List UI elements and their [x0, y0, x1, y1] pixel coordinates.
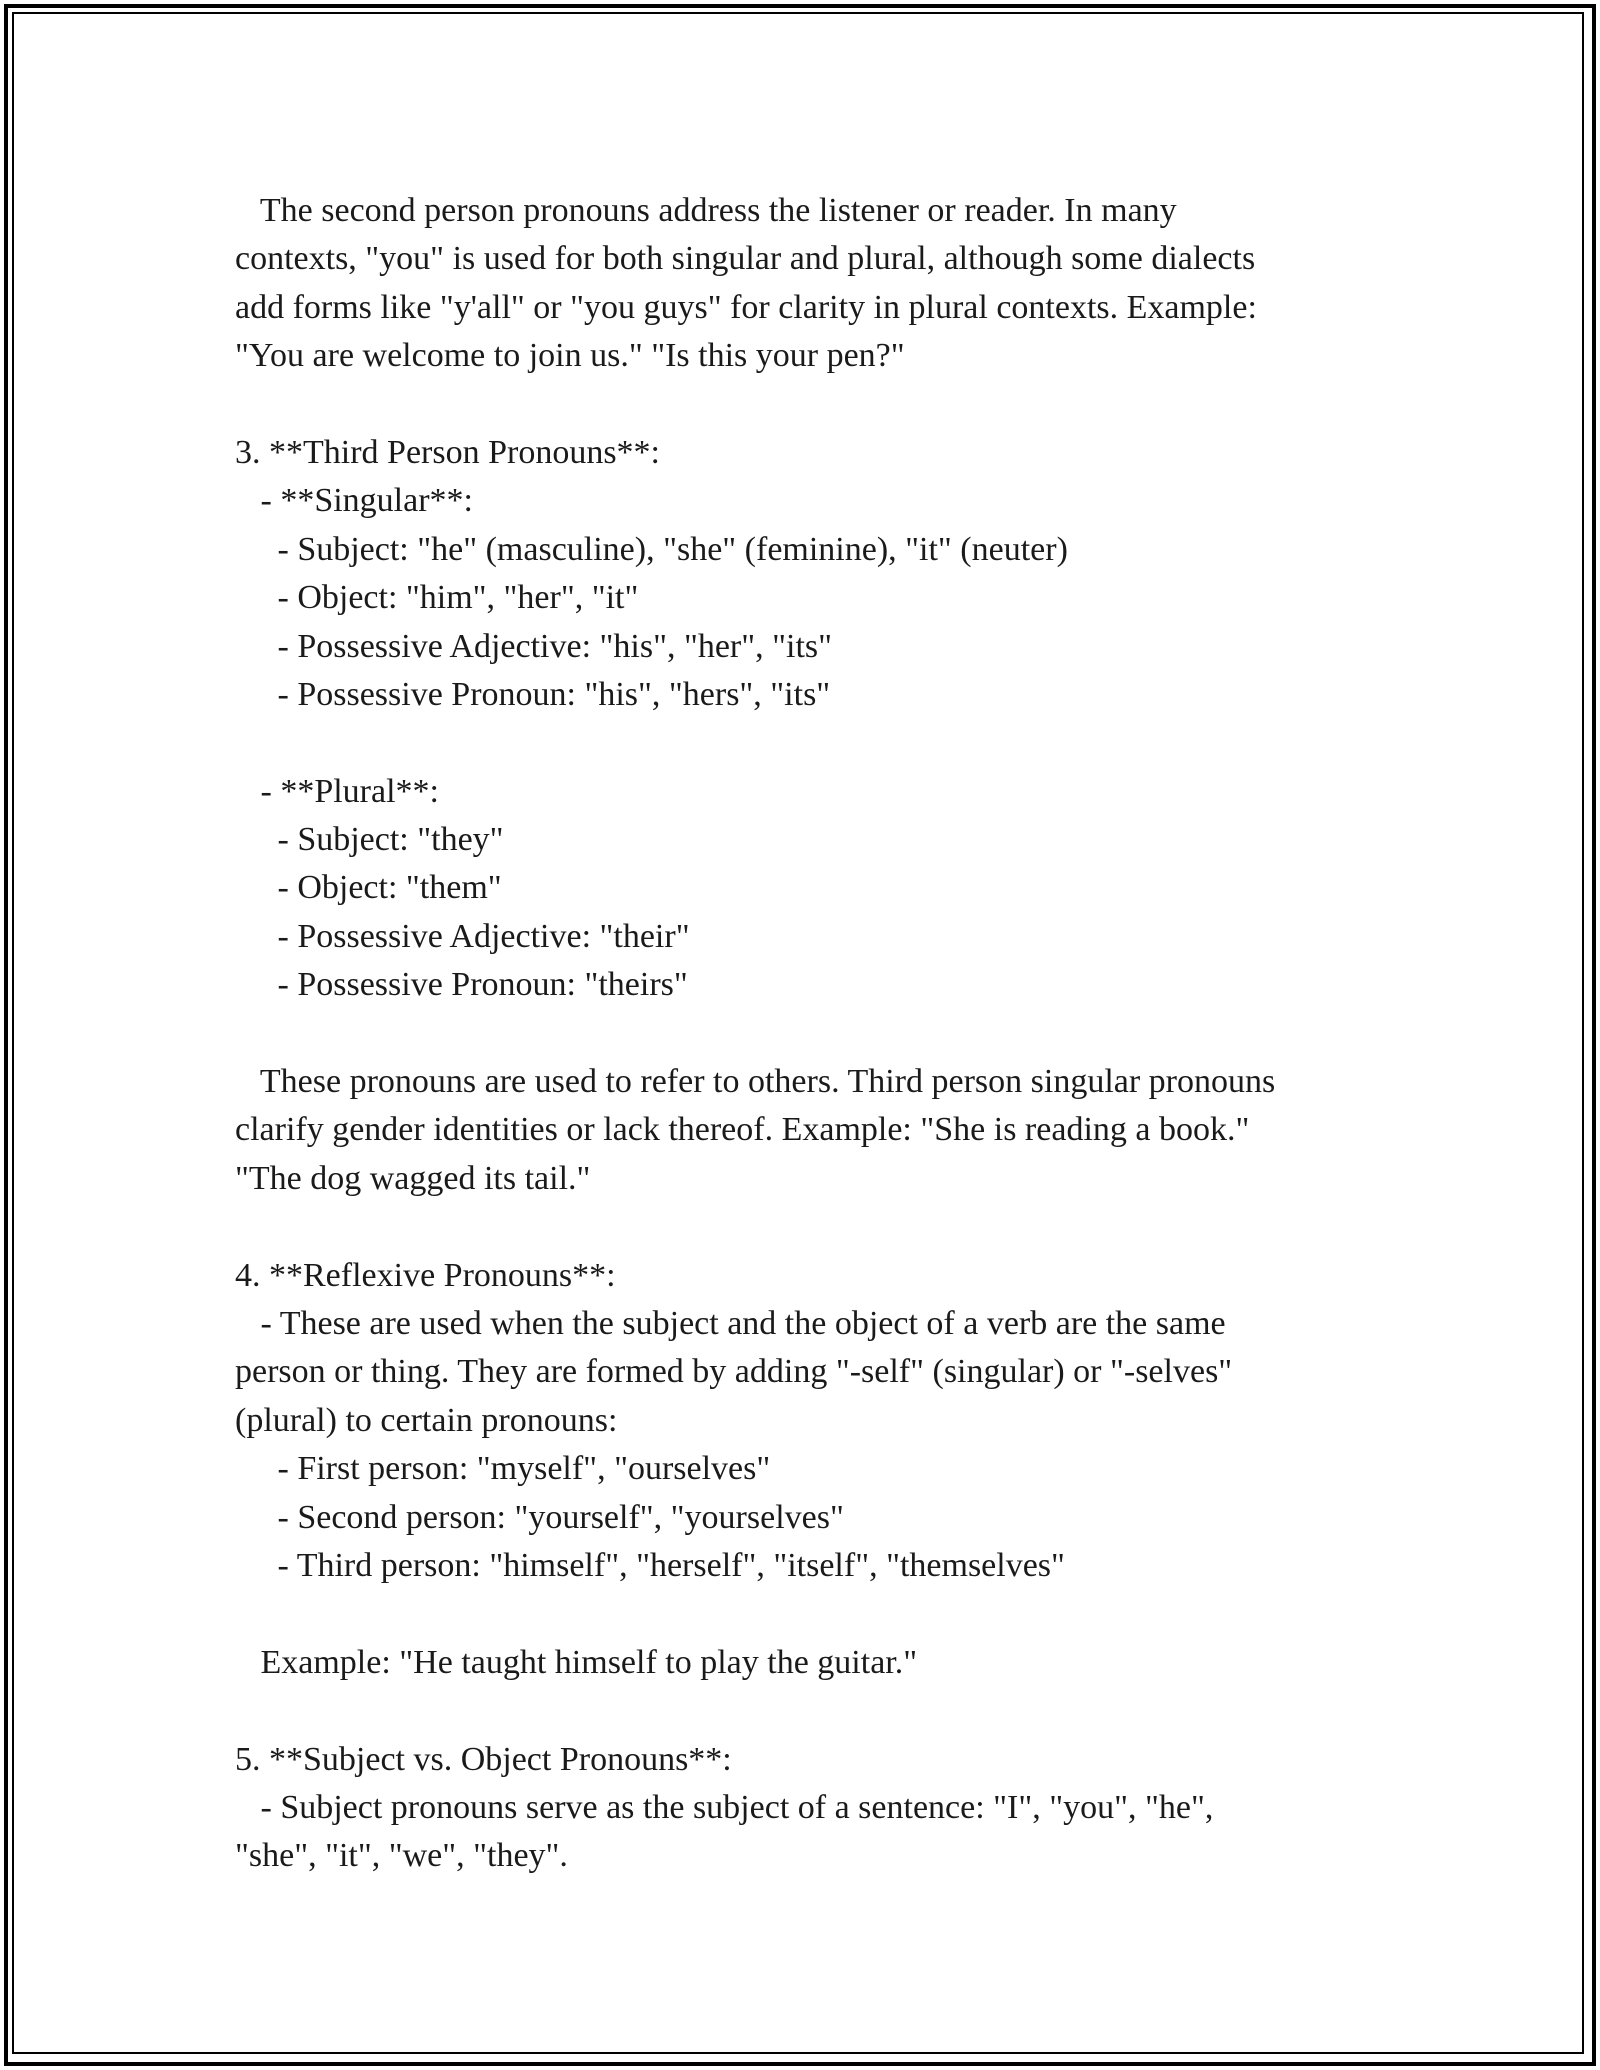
- text-line: add forms like "y'all" or "you guys" for clarity in plural contexts. Example:: [235, 288, 1257, 326]
- text-line: - These are used when the subject and the object of a verb are the same: [235, 1304, 1226, 1342]
- text-line: - Possessive Adjective: "his", "her", "its": [235, 627, 833, 665]
- text-line: person or thing. They are formed by adding "-self" (singular) or "-selves": [235, 1353, 1233, 1391]
- text-line: - Object: "him", "her", "it": [235, 579, 639, 617]
- text-line: - Third person: "himself", "herself", "itself", "themselves": [235, 1546, 1065, 1584]
- text-line: "she", "it", "we", "they".: [235, 1837, 568, 1875]
- text-line: [235, 381, 1415, 429]
- text-line: The second person pronouns address the listener or reader. In many: [235, 192, 1177, 229]
- text-line: [235, 1010, 1415, 1058]
- text-line: 4. **Reflexive Pronouns**:: [235, 1256, 616, 1294]
- text-line: [235, 1590, 1415, 1638]
- text-line: clarify gender identities or lack thereof. Example: "She is reading a book.": [235, 1111, 1250, 1149]
- text-line: - Subject: "he" (masculine), "she" (feminine), "it" (neuter): [235, 530, 1068, 568]
- text-line: - Possessive Adjective: "their": [235, 917, 690, 955]
- text-line: [235, 1203, 1415, 1251]
- text-line: Example: "He taught himself to play the guitar.": [235, 1643, 918, 1681]
- text-line: (plural) to certain pronouns:: [235, 1401, 618, 1439]
- text-line: These pronouns are used to refer to others. Third person singular pronouns: [235, 1063, 1276, 1101]
- text-line: - **Plural**:: [235, 772, 439, 810]
- text-line: - First person: "myself", "ourselves": [235, 1450, 771, 1488]
- text-line: [235, 1687, 1415, 1735]
- text-line: - Possessive Pronoun: "theirs": [235, 966, 688, 1004]
- document-body: [235, 187, 1415, 1881]
- text-line: 3. **Third Person Pronouns**:: [235, 433, 660, 471]
- text-line: - **Singular**:: [235, 482, 473, 520]
- text-line: [235, 719, 1415, 767]
- text-line: "The dog wagged its tail.": [235, 1159, 591, 1197]
- text-line: - Possessive Pronoun: "his", "hers", "its": [235, 675, 831, 713]
- text-line: - Object: "them": [235, 869, 502, 907]
- text-line: 5. **Subject vs. Object Pronouns**:: [235, 1740, 732, 1778]
- text-line: - Second person: "yourself", "yourselves": [235, 1498, 844, 1536]
- text-line: contexts, "you" is used for both singular and plural, although some dialects: [235, 240, 1256, 278]
- text-line: "You are welcome to join us." "Is this your pen?": [235, 337, 905, 375]
- text-line: - Subject: "they": [235, 821, 504, 859]
- text-line: - Subject pronouns serve as the subject of a sentence: "I", "you", "he",: [235, 1788, 1214, 1826]
